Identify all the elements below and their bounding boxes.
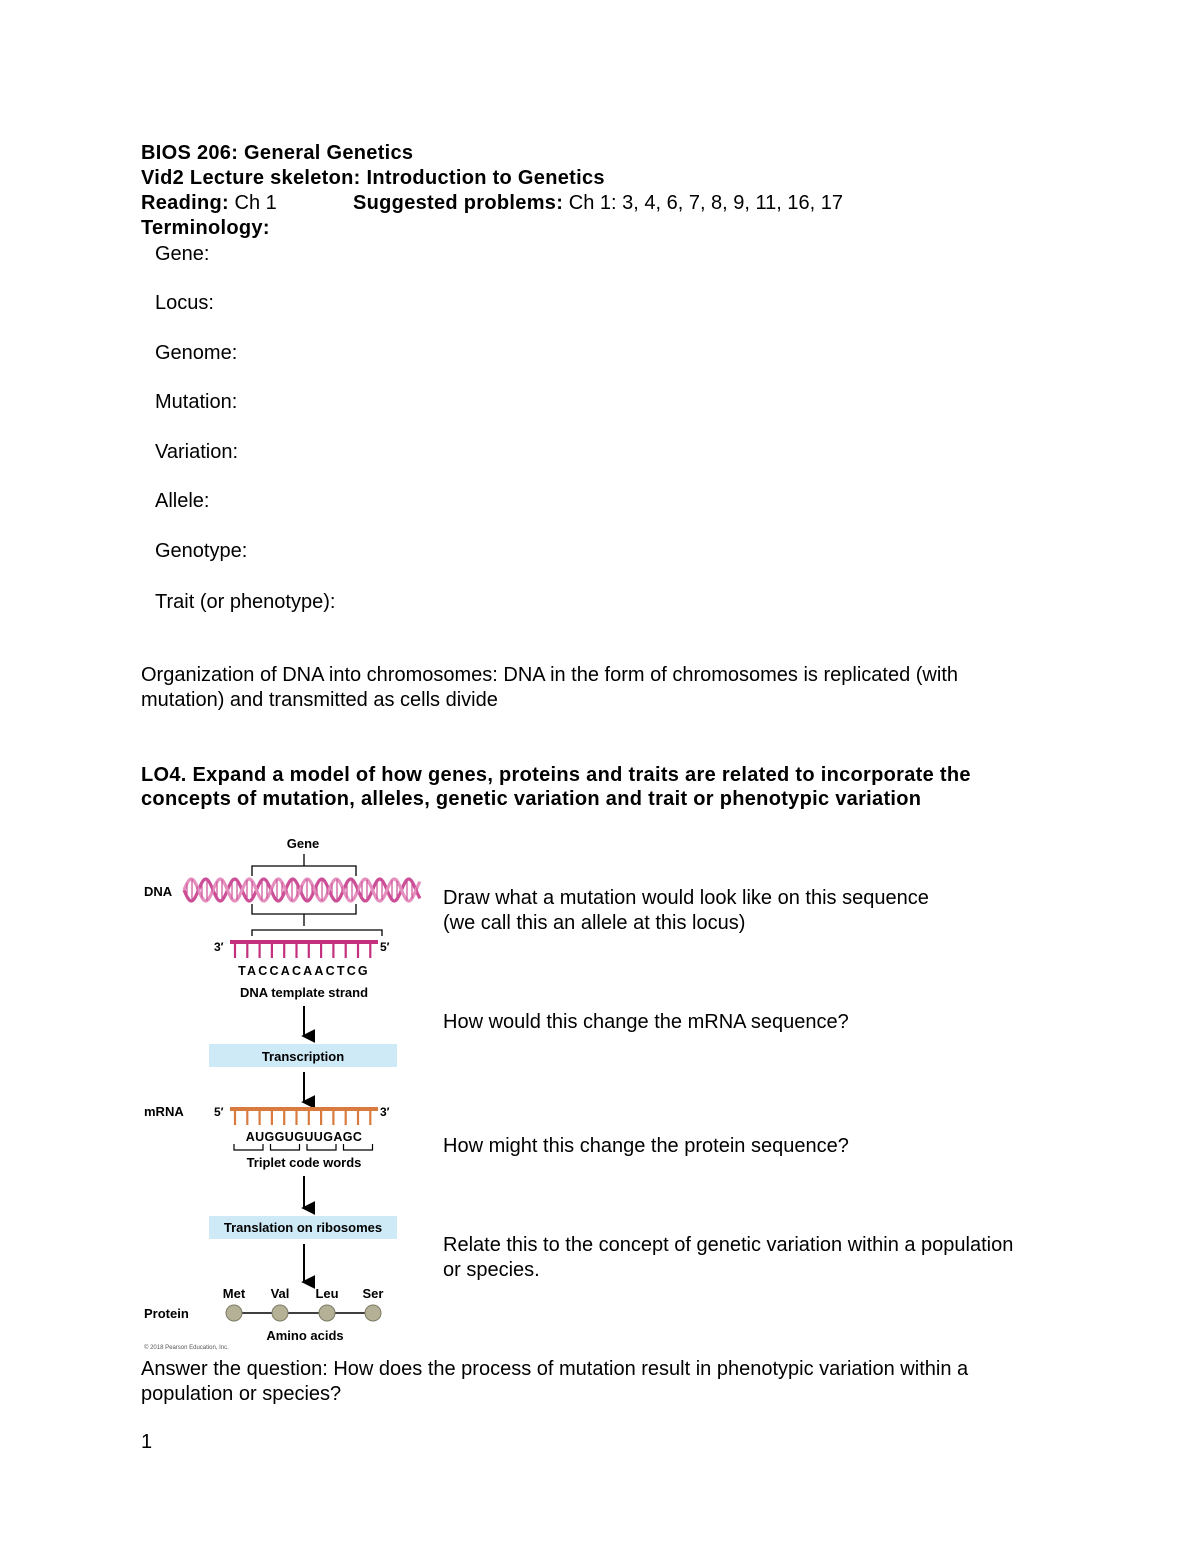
copyright-notice: © 2018 Pearson Education, Inc.: [144, 1345, 229, 1351]
amino-acid-met: Met: [222, 1286, 246, 1301]
bead-val: [272, 1305, 288, 1321]
gene-expression-figure: [138, 830, 428, 1352]
answer-question-line-1: Answer the question: How does the process of mutation result in phenotypic variation within a: [141, 1358, 969, 1380]
amino-caption: Amino acids: [266, 1328, 344, 1343]
prompt-draw-line-1: Draw what a mutation would look like on this sequence: [443, 887, 929, 909]
term-gene: Gene:: [155, 243, 210, 265]
prompt-mrna-question: How would this change the mRNA sequence?: [443, 1011, 849, 1033]
dna-template-backbone: [230, 940, 378, 944]
transcription-label: Transcription: [261, 1049, 345, 1064]
template-3prime: 3′: [214, 940, 224, 954]
term-genome: Genome:: [155, 342, 238, 364]
amino-acid-ser: Ser: [362, 1286, 384, 1301]
bead-ser: [365, 1305, 381, 1321]
dna-label: DNA: [144, 884, 173, 899]
amino-acid-val: Val: [270, 1286, 290, 1301]
prompt-relate-line-2: or species.: [443, 1259, 540, 1281]
bead-met: [226, 1305, 242, 1321]
template-caption: DNA template strand: [239, 985, 369, 1000]
mrna-label: mRNA: [144, 1104, 184, 1119]
template-5prime: 5′: [380, 940, 390, 954]
codon-brackets: [234, 1144, 373, 1150]
lecture-title: Vid2 Lecture skeleton: Introduction to Genetics: [141, 167, 605, 189]
problems-value: Ch 1: 3, 4, 6, 7, 8, 9, 11, 16, 17: [568, 192, 844, 214]
gene-label: Gene: [286, 836, 320, 851]
codon-bracket: [234, 1144, 263, 1150]
lo4-heading-line-1: LO4. Expand a model of how genes, proteins and traits are related to incorporate the: [141, 764, 971, 786]
mrna-backbone: [230, 1107, 378, 1111]
term-variation: Variation:: [155, 441, 239, 463]
protein-label: Protein: [144, 1306, 189, 1321]
dna-template-bases: [235, 944, 370, 958]
course-title: BIOS 206: General Genetics: [141, 142, 414, 164]
page-number: 1: [141, 1431, 153, 1453]
reading-line: [141, 191, 277, 216]
reading-label: Reading:: [141, 192, 229, 214]
gene-bracket-top: [252, 854, 356, 876]
reading-value: Ch 1: [234, 192, 277, 214]
term-mutation: Mutation:: [155, 391, 238, 413]
prompt-relate-line-1: Relate this to the concept of genetic variation within a population: [443, 1234, 1014, 1256]
organization-line-2: mutation) and transmitted as cells divide: [141, 689, 498, 711]
term-allele: Allele:: [155, 490, 210, 512]
bead-leu: [319, 1305, 335, 1321]
mrna-5prime: 5′: [214, 1105, 224, 1119]
codon-bracket: [344, 1144, 373, 1150]
term-genotype: Genotype:: [155, 540, 248, 562]
lo4-heading-line-2: concepts of mutation, alleles, genetic variation and trait or phenotypic variation: [141, 788, 922, 810]
mrna-bases: [235, 1111, 370, 1125]
organization-line-1: Organization of DNA into chromosomes: DNA in the form of chromosomes is replicated (with: [141, 664, 958, 686]
mrna-3prime: 3′: [380, 1105, 390, 1119]
terminology-heading: Terminology:: [141, 217, 270, 239]
prompt-protein-question: How might this change the protein sequence?: [443, 1135, 849, 1157]
problems-label: Suggested problems:: [353, 192, 564, 214]
mrna-sequence: AUGGUGUUGAGC: [245, 1130, 363, 1144]
template-sequence: TACCACAACTCG: [238, 964, 370, 978]
codon-bracket: [307, 1144, 336, 1150]
term-trait: Trait (or phenotype):: [155, 591, 336, 613]
problems-line: [353, 191, 843, 216]
term-locus: Locus:: [155, 292, 214, 314]
amino-acid-leu: Leu: [315, 1286, 339, 1301]
prompt-draw-line-2: (we call this an allele at this locus): [443, 912, 746, 934]
codon-bracket: [271, 1144, 300, 1150]
gene-bracket-bottom: [252, 904, 382, 936]
triplet-caption: Triplet code words: [246, 1155, 362, 1170]
answer-question-line-2: population or species?: [141, 1383, 342, 1405]
translation-label: Translation on ribosomes: [223, 1220, 383, 1235]
